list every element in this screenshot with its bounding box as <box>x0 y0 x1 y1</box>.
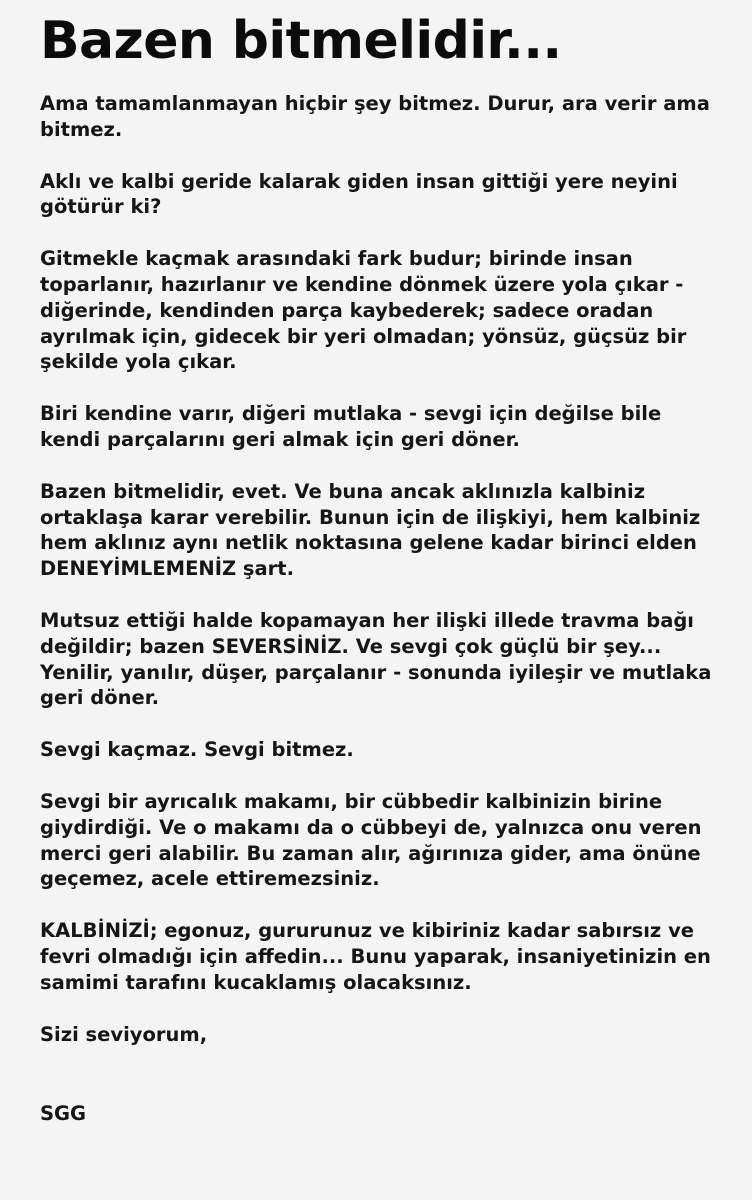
paragraph-8: Sevgi bir ayrıcalık makamı, bir cübbedir kalbinizin birine giydirdiği. Ve o makamı da o cübbeyi de, yalnızca onu veren merci geri alabilir. Bu zaman alır, ağırınıza gider, ama önüne geçemez, acele ettiremezsiniz. <box>40 789 702 891</box>
signature: SGG <box>40 1102 87 1126</box>
paragraph-7: Sevgi kaçmaz. Sevgi bitmez. <box>40 738 354 762</box>
paragraph-4: Biri kendine varır, diğeri mutlaka - sevgi için değilse bile kendi parçalarını geri almak için geri döner. <box>40 402 662 451</box>
paragraph-9: KALBİNİZİ; egonuz, gururunuz ve kibiriniz kadar sabırsız ve fevri olmadığı için affedin... Bunu yaparak, insaniyetinizin en samimi tarafını kucaklamış olacaksınız. <box>40 919 711 994</box>
paragraph-3: Gitmekle kaçmak arasındaki fark budur; birinde insan toparlanır, hazırlanır ve kendine dönmek üzere yola çıkar - diğerinde, kendinden parça kaybederek; sadece oradan ayrılmak için, gidecek bir yeri olmadan; yönsüz, güçsüz bir şekilde yola çıkar. <box>40 247 687 374</box>
paragraph-1: Ama tamamlanmayan hiçbir şey bitmez. Durur, ara verir ama bitmez. <box>40 92 710 141</box>
letter-body <box>40 91 712 1127</box>
paragraph-5: Bazen bitmelidir, evet. Ve buna ancak aklınızla kalbiniz ortaklaşa karar verebilir. Bunun için de ilişkiyi, hem kalbiniz hem aklınız aynı netlik noktasına gelene kadar birinci elden DENEYİMLEMENİZ şart. <box>40 479 701 581</box>
paragraph-2: Aklı ve kalbi geride kalarak giden insan gittiği yere neyini götürür ki? <box>40 169 678 219</box>
paragraph-6: Mutsuz ettiği halde kopamayan her ilişki illede travma bağı değildir; bazen SEVERSİNİZ. Ve sevgi çok güçlü bir şey... Yenilir, yanılır, düşer, parçalanır - sonunda iyileşir ve mutlaka geri döner. <box>40 608 712 710</box>
page-title: Bazen bitmelidir... <box>40 11 562 71</box>
closing-line: Sizi seviyorum, <box>40 1022 208 1046</box>
